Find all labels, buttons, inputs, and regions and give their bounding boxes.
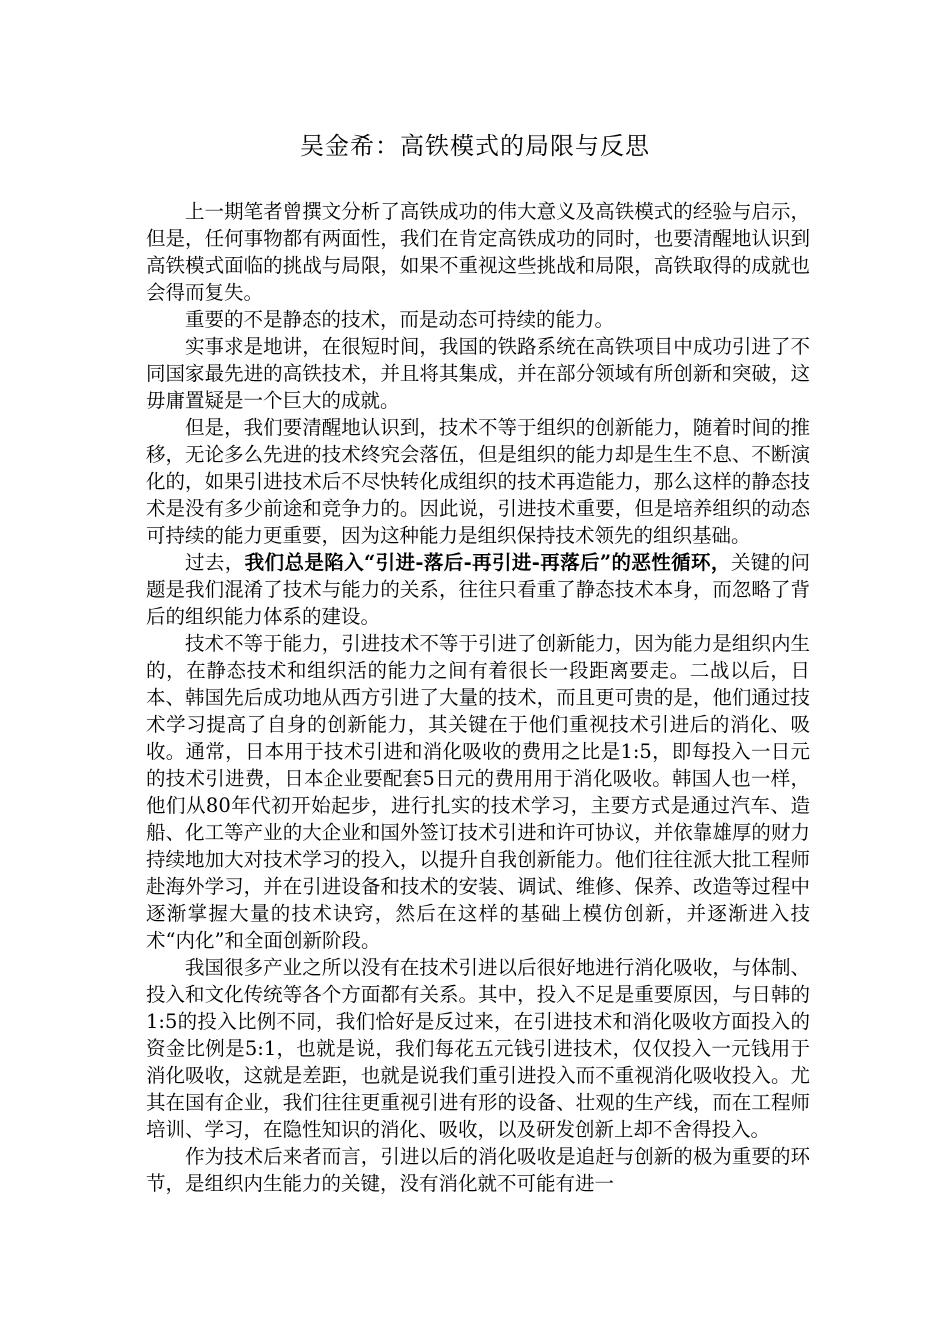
document-body [146,198,810,1197]
paragraph-vicious-cycle-emphasis: 我们总是陷入“引进-落后-再引进-再落后”的恶性循环， [244,551,731,574]
paragraph-investment-ratio: 我国很多产业之所以没有在技术引进以后很好地进行消化吸收，与体制、投入和文化传统等各个方面都有关系。其中，投入不足是重要原因，与日韩的1:5的投入比例不同，我们恰好是反过来，在引进技术和消化吸收方面投入的资金比例是5:1，也就是说，我们每花五元钱引进技术，仅仅投入一元钱用于消化吸收，这就是差距，也就是说我们重引进投入而不重视消化吸收投入。尤其在国有企业，我们往往更重视引进有形的设备、壮观的生产线，而在工程师培训、学习，在隐性知识的消化、吸收，以及研发创新上却不舍得投入。 [146,956,810,1141]
paragraph-key-point: 重要的不是静态的技术，而是动态可持续的能力。 [185,308,615,331]
paragraph-intro: 上一期笔者曾撰文分析了高铁成功的伟大意义及高铁模式的经验与启示，但是，任何事物都有两面性，我们在肯定高铁成功的同时，也要清醒地认识到高铁模式面临的挑战与局限，如果不重视这些挑战和局限，高铁取得的成就也会得而复失。 [146,200,810,304]
paragraph-vicious-cycle-tail: 关键的问题是我们混淆了技术与能力的关系，往往只看重了静态技术本身，而忽略了背后的组织能力体系的建设。 [146,551,810,628]
paragraph-latecomer: 作为技术后来者而言，引进以后的消化吸收是追赶与创新的极为重要的环节，是组织内生能力的关键，没有消化就不可能有进一 [146,1145,810,1195]
paragraph-japan-korea: 技术不等于能力，引进技术不等于引进了创新能力，因为能力是组织内生的，在静态技术和组织活的能力之间有着很长一段距离要走。二战以后，日本、韩国先后成功地从西方引进了大量的技术，而且更可贵的是，他们通过技术学习提高了自身的创新能力，其关键在于他们重视技术引进后的消化、吸收。通常，日本用于技术引进和消化吸收的费用之比是1:5，即每投入一日元的技术引进费，日本企业要配套5日元的费用用于消化吸收。韩国人也一样，他们从80年代初开始起步，进行扎实的技术学习，主要方式是通过汽车、造船、化工等产业的大企业和国外签订技术引进和许可协议，并依靠雄厚的财力持续地加大对技术学习的投入，以提升自我创新能力。他们往往派大批工程师赴海外学习，并在引进设备和技术的安装、调试、维修、保养、改造等过程中逐渐掌握大量的技术诀窍，然后在这样的基础上模仿创新，并逐渐进入技术“内化”和全面创新阶段。 [146,632,810,952]
paragraph-achievement: 实事求是地讲，在很短时间，我国的铁路系统在高铁项目中成功引进了不同国家最先进的高铁技术，并且将其集成，并在部分领域有所创新和突破，这毋庸置疑是一个巨大的成就。 [146,335,810,412]
paragraph-vicious-cycle-lead: 过去， [185,551,245,574]
paragraph-vicious-cycle [146,549,810,630]
paragraph-capability: 但是，我们要清醒地认识到，技术不等于组织的创新能力，随着时间的推移，无论多么先进的技术终究会落伍，但是组织的能力却是生生不息、不断演化的，如果引进技术后不尽快转化成组织的技术再造能力，那么这样的静态技术是没有多少前途和竞争力的。因此说，引进技术重要，但是培养组织的动态可持续的能力更重要，因为这种能力是组织保持技术领先的组织基础。 [146,416,810,547]
document-title: 吴金希：高铁模式的局限与反思 [300,132,650,160]
